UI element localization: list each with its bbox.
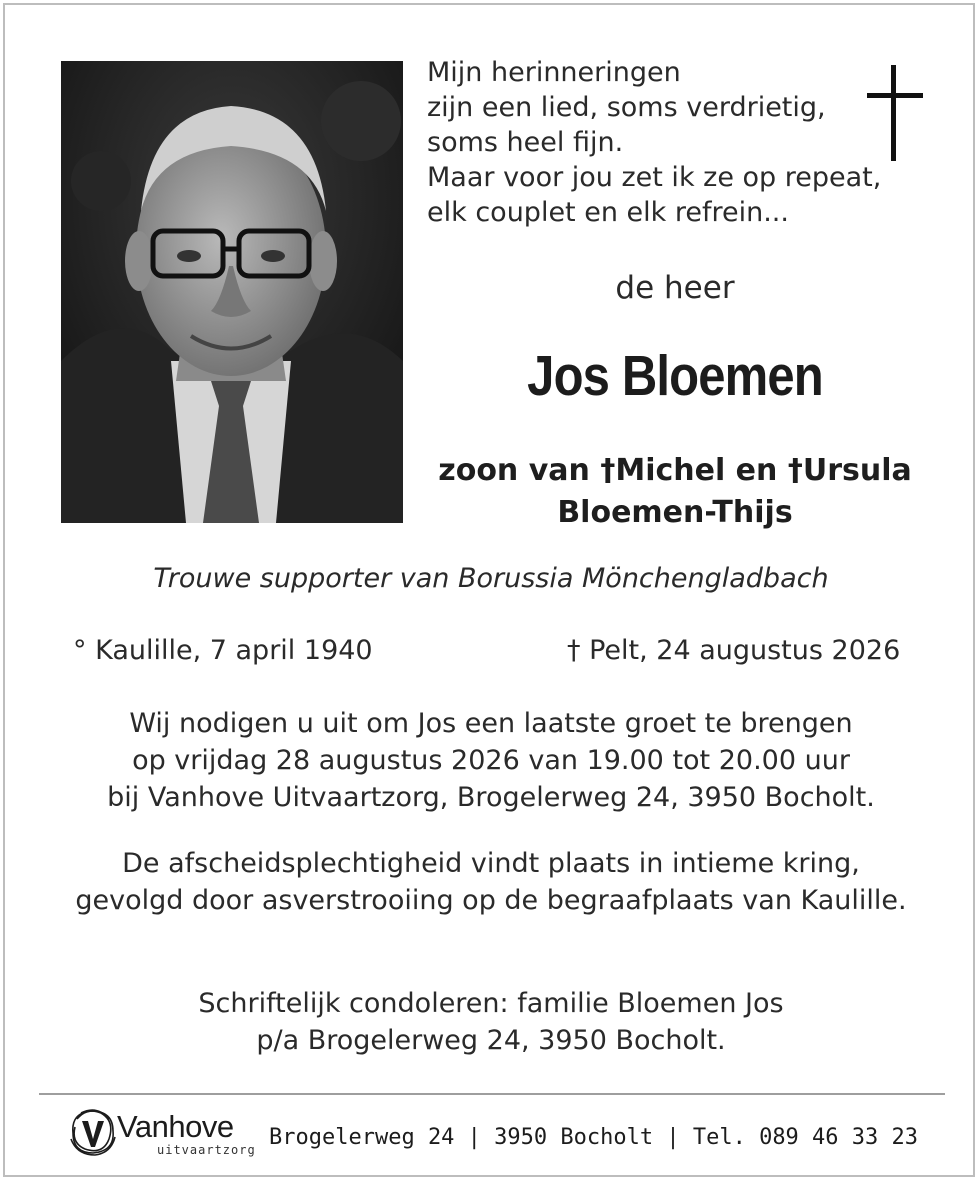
footer-divider bbox=[39, 1093, 945, 1095]
honorific: de heer bbox=[615, 270, 735, 306]
logo-subtitle: uitvaartzorg bbox=[157, 1143, 256, 1157]
ceremony-line: De afscheidsplechtigheid vindt plaats in intieme kring, bbox=[122, 848, 860, 879]
condolence-line: Schriftelijk condoleren: familie Bloemen Jos bbox=[198, 988, 784, 1019]
poem-line: Maar voor jou zet ik ze op repeat, bbox=[427, 162, 882, 193]
motto: Trouwe supporter van Borussia Mönchengladbach bbox=[153, 563, 829, 594]
portrait-photo bbox=[61, 61, 403, 523]
poem-line: Mijn herinneringen bbox=[427, 57, 681, 88]
condolence-paragraph bbox=[5, 985, 977, 1059]
death-info: † Pelt, 24 augustus 2026 bbox=[567, 635, 901, 666]
birth-info: ° Kaulille, 7 april 1940 bbox=[73, 635, 373, 666]
death-notice-card bbox=[3, 3, 975, 1177]
latin-cross-icon bbox=[867, 65, 923, 161]
deceased-name: Jos Bloemen bbox=[527, 344, 823, 408]
condolence-line: p/a Brogelerweg 24, 3950 Bocholt. bbox=[256, 1025, 726, 1056]
poem-line: zijn een lied, soms verdrietig, bbox=[427, 92, 826, 123]
ceremony-paragraph bbox=[5, 845, 977, 919]
poem-line: soms heel fijn. bbox=[427, 127, 624, 158]
parents-line: zoon van †Michel en †Ursula bbox=[438, 453, 912, 488]
vanhove-logo bbox=[67, 1105, 257, 1161]
poem bbox=[427, 55, 882, 230]
logo-name: Vanhove bbox=[117, 1109, 234, 1144]
vanhove-logo-icon bbox=[67, 1105, 119, 1159]
invitation-paragraph bbox=[5, 705, 977, 816]
invitation-line: bij Vanhove Uitvaartzorg, Brogelerweg 24, 3950 Bocholt. bbox=[107, 782, 875, 813]
parents-surname: Bloemen-Thijs bbox=[557, 495, 793, 530]
poem-line: elk couplet en elk refrein... bbox=[427, 197, 789, 228]
footer-address: Brogelerweg 24 | 3950 Bocholt | Tel. 089 46 33 23 bbox=[269, 1125, 919, 1150]
ceremony-line: gevolgd door asverstrooiing op de begraafplaats van Kaulille. bbox=[75, 885, 907, 916]
invitation-line: op vrijdag 28 augustus 2026 van 19.00 tot 20.00 uur bbox=[132, 745, 850, 776]
invitation-line: Wij nodigen u uit om Jos een laatste groet te brengen bbox=[129, 708, 853, 739]
